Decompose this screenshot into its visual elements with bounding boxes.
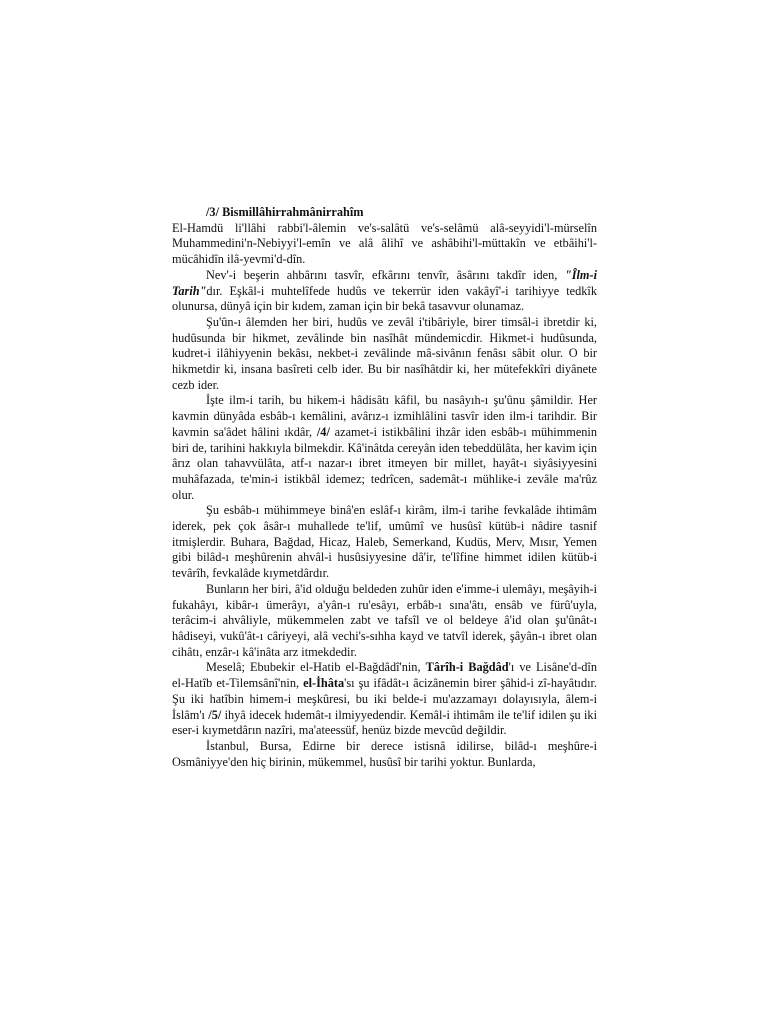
paragraph-4 xyxy=(172,393,597,503)
paragraph-1: El-Hamdü li'llâhi rabbi'l-âlemin ve's-salâtü ve's-selâmü alâ-seyyidi'l-mürselîn Muhammedini'n-Nebiyyi'l-emîn ve alâ âlihî ve ashâbihi'l-müttakîn ve etbâihi'l-mücâhidîn ilâ-yevmi'd-dîn. xyxy=(172,220,597,267)
paragraph-7-text-b: 'ı ve Lisâne'd-dîn el-Hatîb et-Tilemsânî'nin, xyxy=(172,660,597,691)
paragraph-6: Bunların her biri, â'id olduğu beldeden zuhûr iden e'imme-i ulemâyı, meşâyih-i fukahâyı, kibâr-ı ümerâyı, a'yân-ı ru'esâyı, erbâb-ı sına'âtı, ensâb ve fürû'uyla, terâcim-i ahvâliyle, mükemmelen zabt ve tafsîl ve ol beldeye â'id olan şu'ûnât-ı hâdiseyi, vukû'ât-ı câriyeyi, alâ vechi's-sıhha kayd ve tatvîl iderek, şâyân-ı ibret olan cihâtı, enzâr-ı kâ'inâta arz itmekdedir. xyxy=(172,581,597,659)
page-marker-4: /4/ xyxy=(316,424,330,439)
paragraph-7-text-c: 'sı şu ifâdât-ı âcizânemin birer şâhid-i zî-hayâtıdır. Şu iki hatîbin himem-i meşkûresi, bu iki belde-i mu'azzamayı dolayısıyla, âlem-i İslâm'ı xyxy=(172,676,597,722)
page-marker: /3/ xyxy=(206,205,219,219)
page-marker-5: /5/ xyxy=(208,707,222,722)
basmala-title: Bismillâhirrahmânirrahîm xyxy=(222,205,364,219)
paragraph-8: İstanbul, Bursa, Edirne bir derece istisnâ idilirse, bilâd-ı meşhûre-i Osmâniyye'den hiç birinin, mükemmel, husûsî bir tarihi yoktur. Bunlarda, xyxy=(172,738,597,769)
paragraph-4-text-b: azamet-i istikbâlini ihzâr iden esbâb-ı mühimmenin biri de, tarihini hakkıyla bilmekdir. Kâ'inâtda cereyân iden tebeddülâta, her kavim için ârız olan tahavvülâta, atf-ı nazar-ı ibret itmeyen bir millet, hayât-ı siyâsiyyesini muhâfazada, te'min-i istikbâl idemez; tedrîcen, sademât-ı mühlike-i zevâle ma'rûz olur. xyxy=(172,424,597,502)
paragraph-3: Şu'ûn-ı âlemden her biri, hudûs ve zevâl i'tibâriyle, birer timsâl-i ibretdir ki, hudûsunda bir hikmet, zevâlinde bin nasîhât mündemicdir. Hikmet-i hudûsunda, kudret-i ilâhiyyenin bekâsı, nekbet-i zevâlinde mâ-sivânın fenâsı sâbit olur. O bir hikmetdir ki, insana basîreti celb ider. Bu bir nasîhâtdir ki, her mütefekkîri diyânete cezb ider. xyxy=(172,314,597,392)
paragraph-7-text-a: Meselâ; Ebubekir el-Hatib el-Bağdâdî'nin, xyxy=(206,660,426,675)
paragraph-7-text-d: ihyâ idecek hıdemât-ı ilmiyyedendir. Kemâl-i ihtimâm ile te'lif idilen şu iki eser-i kıymetdârın nazîri, ma'ateessüf, henüz bizde mevcûd değildir. xyxy=(172,707,597,738)
paragraph-2-text-b: dır. Eşkâl-i muhtelîfede hudûs ve tekerrür iden vakâyî'-i tarihiyye tedkîk olunursa, dünyâ için bir kıdem, zaman için bir bekâ tasavvur olunamaz. xyxy=(172,283,597,314)
el-ihata-title: el-İhâta xyxy=(303,676,345,691)
paragraph-2-text-a: Nev'-i beşerin ahbârını tasvîr, efkârını tenvîr, âsârını takdîr iden, xyxy=(206,267,565,282)
paragraph-5: Şu esbâb-ı mühimmeye binâ'en eslâf-ı kirâm, ilm-i tarihe fevkalâde ihtimâm iderek, pek çok âsâr-ı muhallede te'lif, umûmî ve husûsî kütüb-i nâdire tasnif itmişlerdir. Buhara, Bağdad, Hicaz, Haleb, Semerkand, Kudüs, Merv, Mısır, Yemen gibi bilâd-ı meşhûrenin ahvâl-i husûsiyyesine dâ'ir, te'lîfine himmet idilen kütüb-i tevârîh, fevkalâde kıymetdârdır. xyxy=(172,503,597,581)
paragraph-2 xyxy=(172,268,597,315)
ilm-i-tarih-title: "Îlm-i Tarih" xyxy=(172,267,597,298)
page-heading xyxy=(172,205,597,221)
paragraph-7 xyxy=(172,660,597,739)
paragraph-4-text-a: İşte ilm-i tarih, bu hikem-i hâdisâtı kâfil, bu nasâyıh-ı şu'ûnu şâmildir. Her kavmin dünyâda esbâb-ı kemâlini, avârız-ı izmihlâlini tasvîr iden ilm-i tarihdir. Bir kavmin sa'âdet hâlini ıkdâr, xyxy=(172,393,597,439)
document-page xyxy=(172,205,597,770)
tarih-i-bagdad-title: Târîh-i Bağdâd xyxy=(425,660,509,675)
